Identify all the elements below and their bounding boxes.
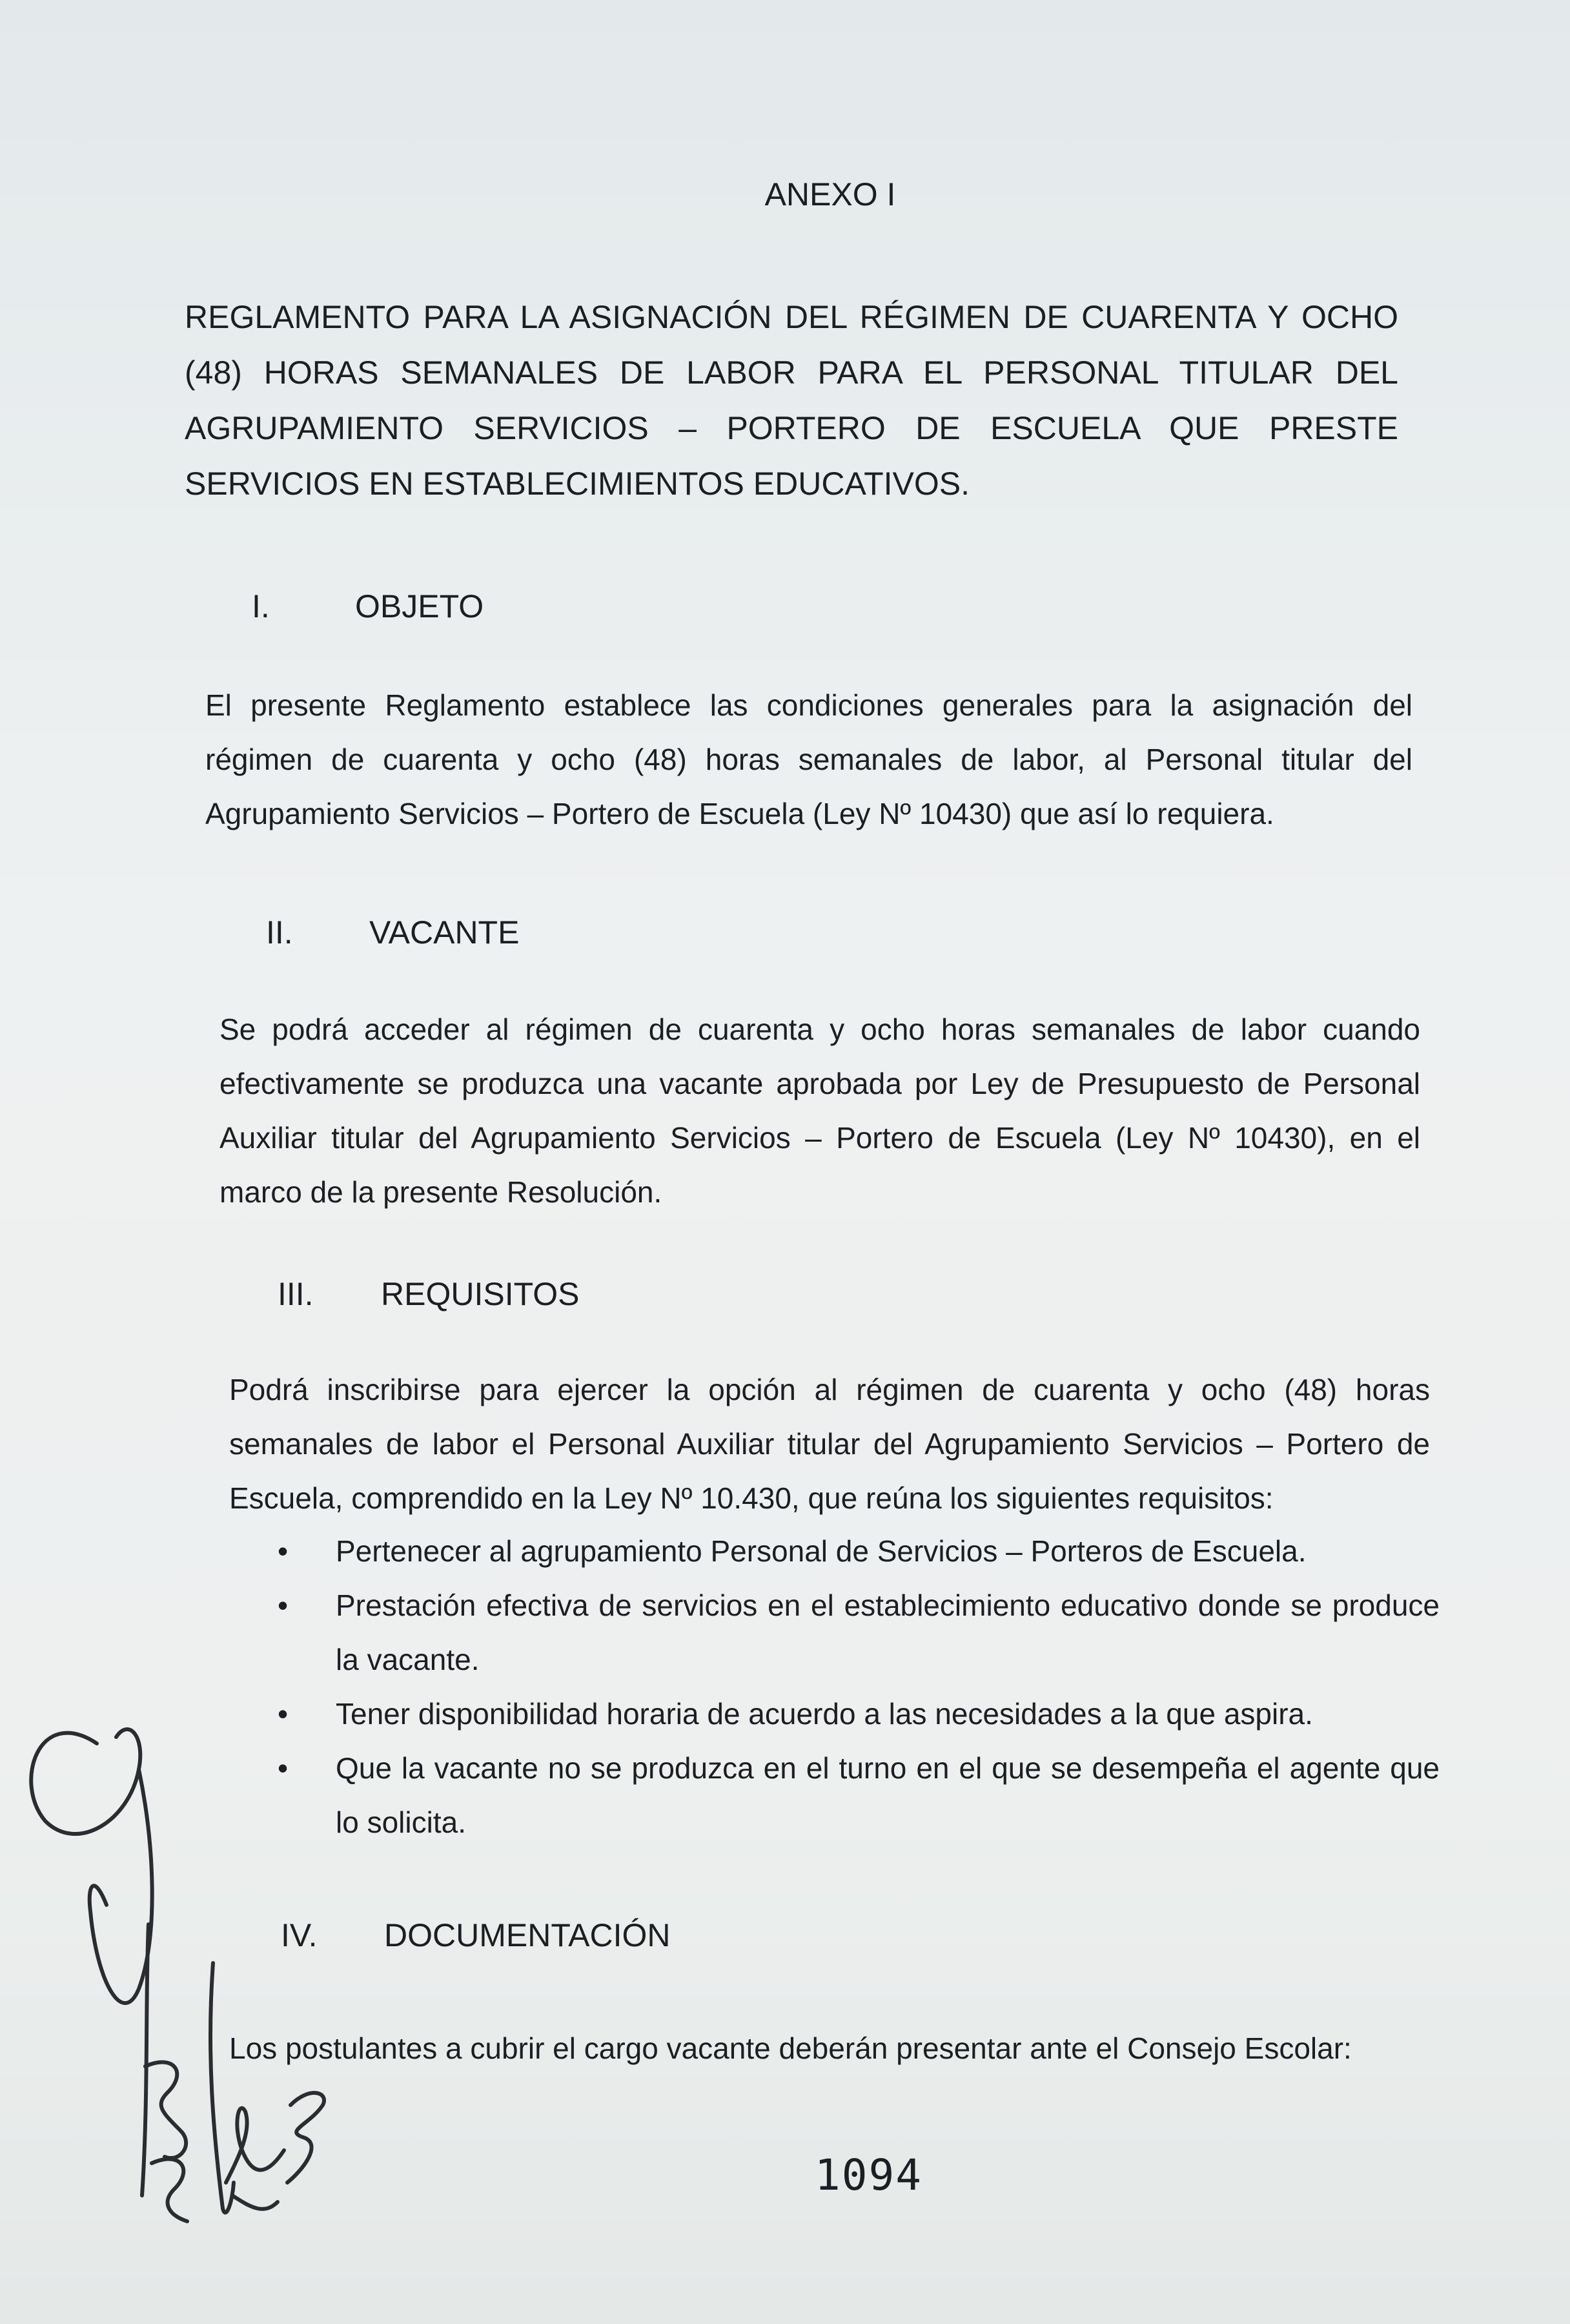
requirements-list <box>278 1524 1440 1849</box>
annex-title: ANEXO I <box>764 176 896 212</box>
section-text-vacante: Se podrá acceder al régimen de cuarenta y ocho horas semanales de labor cuando efectivamente se produzca una vacante aprobada por Ley de Presupuesto de Personal Auxiliar titular del Agrupamiento Servicios – Portero de Escuela (Ley Nº 10430), en el marco de la presente Resolución. <box>219 1013 1420 1209</box>
list-item: • Tener disponibilidad horaria de acuerdo a las necesidades a la que aspira. <box>278 1687 1440 1741</box>
section-text-documentacion: Los postulantes a cubrir el cargo vacante deberán presentar ante el Consejo Escolar: <box>229 2031 1352 2065</box>
section-number: IV. <box>281 1917 318 1953</box>
page-number: 1094 <box>815 2150 923 2200</box>
section-number: III. <box>278 1276 314 1312</box>
handwritten-signature <box>0 0 452 2324</box>
section-text-objeto: El presente Reglamento establece las condiciones generales para la asignación del régimen de cuarenta y ocho (48) horas semanales de labor, al Personal titular del Agrupamiento Servicios – Portero de Escuela (Ley Nº 10430) que así lo requiera. <box>205 688 1412 830</box>
section-number: II. <box>266 914 293 951</box>
section-text-requisitos: Podrá inscribirse para ejercer la opción al régimen de cuarenta y ocho (48) horas semanales de labor el Personal Auxiliar titular del Agrupamiento Servicios – Portero de Escuela, comprendido en la Ley Nº 10.430, que reúna los siguientes requisitos: <box>229 1373 1430 1515</box>
list-item: • Pertenecer al agrupamiento Personal de Servicios – Porteros de Escuela. <box>278 1524 1440 1578</box>
list-item: • Prestación efectiva de servicios en el establecimiento educativo donde se produce la vacante. <box>278 1578 1440 1687</box>
section-title: DOCUMENTACIÓN <box>384 1917 671 1953</box>
section-number: I. <box>252 588 270 624</box>
section-title: OBJETO <box>355 588 484 624</box>
section-title: VACANTE <box>369 914 520 951</box>
section-title: REQUISITOS <box>381 1276 580 1312</box>
regulation-title: REGLAMENTO PARA LA ASIGNACIÓN DEL RÉGIMEN DE CUARENTA Y OCHO (48) HORAS SEMANALES DE LABOR PARA EL PERSONAL TITULAR DEL AGRUPAMIENTO SERVICIOS – PORTERO DE ESCUELA QUE PRESTE SERVICIOS EN ESTABLECIMIENTOS EDUCATIVOS. <box>185 299 1398 502</box>
list-item: • Que la vacante no se produzca en el turno en el que se desempeña el agente que lo solicita. <box>278 1741 1440 1849</box>
